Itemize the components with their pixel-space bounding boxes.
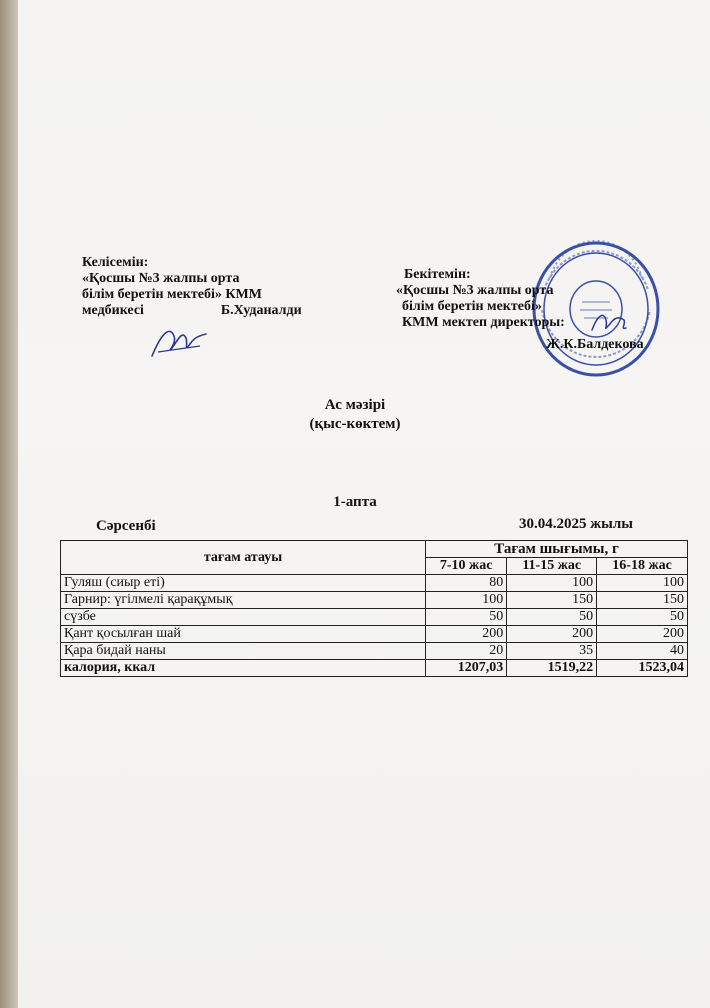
table-row bbox=[61, 626, 688, 643]
agreed-line1: «Қосшы №3 жалпы орта bbox=[82, 271, 240, 286]
approved-name: Ж.К.Балдекова bbox=[546, 337, 644, 352]
portion-7-10: 200 bbox=[426, 626, 507, 643]
portion-11-15: 100 bbox=[507, 575, 597, 592]
portion-7-10: 80 bbox=[426, 575, 507, 592]
agreed-line2: білім беретін мектебі» КММ bbox=[82, 287, 262, 302]
dish-name: Гарнир: үгілмелі қарақұмық bbox=[61, 592, 426, 609]
portion-11-15: 200 bbox=[507, 626, 597, 643]
approved-heading: Бекітемін: bbox=[404, 267, 471, 282]
approved-role: КММ мектеп директоры: bbox=[402, 315, 565, 330]
col-header-age-2: 11-15 жас bbox=[507, 558, 597, 575]
approved-line1: «Қосшы №3 жалпы орта bbox=[396, 283, 554, 298]
portion-11-15: 150 bbox=[507, 592, 597, 609]
portion-11-15: 35 bbox=[507, 643, 597, 660]
table-row bbox=[61, 643, 688, 660]
col-header-name: тағам атауы bbox=[61, 541, 426, 575]
total-label: калория, ккал bbox=[61, 660, 426, 677]
agreed-signer-line bbox=[82, 303, 302, 319]
agreed-role: медбикесі bbox=[82, 303, 144, 318]
table-header-row bbox=[61, 541, 688, 558]
agreed-heading: Келісемін: bbox=[82, 255, 149, 270]
portion-7-10: 100 bbox=[426, 592, 507, 609]
col-header-group: Тағам шығымы, г bbox=[426, 541, 688, 558]
portion-16-18: 100 bbox=[597, 575, 688, 592]
portion-11-15: 50 bbox=[507, 609, 597, 626]
week-label: 1-апта bbox=[333, 494, 377, 510]
portion-16-18: 200 bbox=[597, 626, 688, 643]
total-11-15: 1519,22 bbox=[507, 660, 597, 677]
page-subtitle: (қыс-көктем) bbox=[309, 416, 401, 432]
day-label: Сәрсенбі bbox=[96, 518, 156, 534]
dish-name: Гуляш (сиыр еті) bbox=[61, 575, 426, 592]
table-row bbox=[61, 609, 688, 626]
date-label: 30.04.2025 жылы bbox=[519, 516, 633, 532]
table-row bbox=[61, 575, 688, 592]
portion-7-10: 50 bbox=[426, 609, 507, 626]
table-row bbox=[61, 592, 688, 609]
nurse-signature-icon bbox=[148, 322, 212, 364]
table-total-row bbox=[61, 660, 688, 677]
approved-block bbox=[396, 267, 565, 331]
agreed-name: Б.Худаналди bbox=[220, 303, 302, 318]
director-signature-icon bbox=[588, 306, 630, 338]
dish-name: Қант қосылған шай bbox=[61, 626, 426, 643]
portion-16-18: 50 bbox=[597, 609, 688, 626]
total-7-10: 1207,03 bbox=[426, 660, 507, 677]
total-16-18: 1523,04 bbox=[597, 660, 688, 677]
dish-name: Қара бидай наны bbox=[61, 643, 426, 660]
col-header-age-3: 16-18 жас bbox=[597, 558, 688, 575]
portion-16-18: 40 bbox=[597, 643, 688, 660]
menu-table bbox=[60, 540, 688, 677]
approved-line2: білім беретін мектебі» bbox=[402, 299, 542, 314]
agreed-block bbox=[82, 255, 302, 319]
portion-16-18: 150 bbox=[597, 592, 688, 609]
col-header-age-1: 7-10 жас bbox=[426, 558, 507, 575]
page-title: Ас мәзірі bbox=[324, 397, 386, 413]
portion-7-10: 20 bbox=[426, 643, 507, 660]
dish-name: сүзбе bbox=[61, 609, 426, 626]
